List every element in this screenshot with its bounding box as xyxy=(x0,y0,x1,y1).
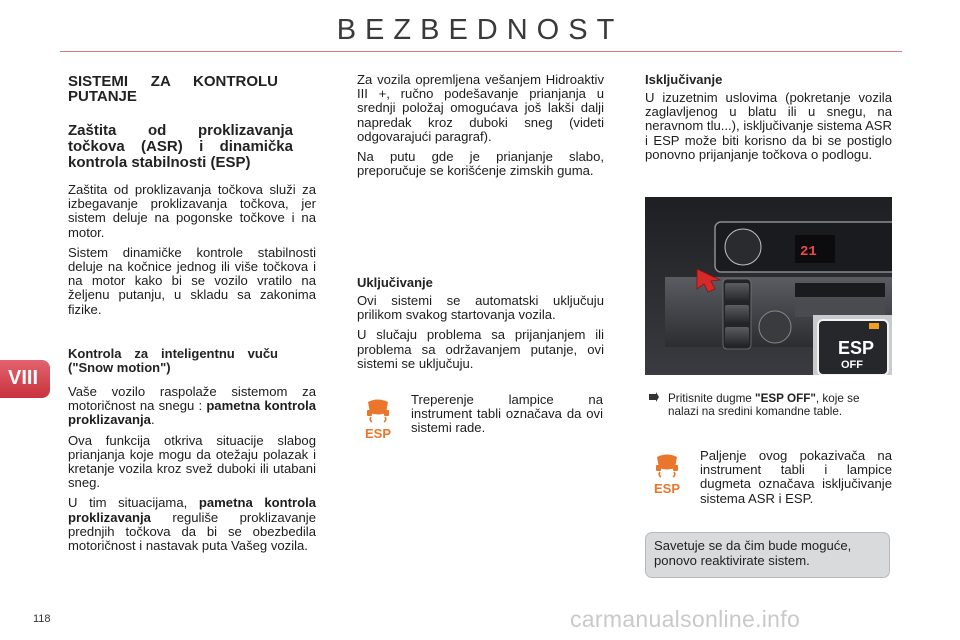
subsection-heading: Zaštita od proklizavanja točkova (ASR) i dinamička kontrola stabilnosti (ESP) xyxy=(68,122,293,171)
esp-off-button-label-top: ESP xyxy=(838,338,875,358)
paragraph-asr: Zaštita od proklizavanja točkova služi za izbegavanje proklizavanja točkova, jer sistem deluje na pogonske točkove i na motor. xyxy=(68,182,316,240)
dashboard-photo xyxy=(645,197,892,375)
snow-paragraph-1 xyxy=(68,385,316,428)
column-3 xyxy=(645,73,892,168)
paragraph-hydractive: Za vozila opremljena vešanjem Hidroaktiv III +, ručno podešavanje prianjanja u srednji položaj omogućava još lakši dalji napredak kroz duboki sneg (videti odgovarajući paragraf). xyxy=(357,72,604,144)
climate-display-value: 21 xyxy=(800,244,817,260)
activation-paragraph-2: U slučaju problema sa prijanjanjem ili problema sa održavanjem putanje, ovi sistemi se uključuju. xyxy=(357,327,604,371)
esp-warning-lamp-icon xyxy=(362,396,394,440)
snow-motion-heading: Kontrola za inteligentnu vuču ("Snow motion") xyxy=(68,346,278,375)
snow-paragraph-2: Ova funkcija otkriva situacije slabog prianjanja koje mogu da otežaju polazak i kretanje vozila kroz svež duboki ili utabani sneg. xyxy=(68,432,316,491)
esp-off-button-label-bottom: OFF xyxy=(841,359,863,371)
snow-p3-end: reguliše proklizavanje prednjih točkova da bi se obezbedila motoričnost i nastavak puta Vašeg vozila. xyxy=(68,509,316,554)
snow-p1-bold: pametna kontrola proklizavanja xyxy=(68,398,316,428)
bullet-text-start: Pritisnite dugme xyxy=(668,392,756,405)
watermark: carmanualsonline.info xyxy=(570,606,801,632)
lamp-note: Paljenje ovog pokazivača na instrument tabli i lampice dugmeta označava isključivanje sistema ASR i ESP. xyxy=(700,448,892,506)
esp-off-lamp-icon xyxy=(651,451,683,495)
header-divider xyxy=(60,51,902,52)
page-number: 118 xyxy=(33,613,51,625)
snow-p3-bold: pametna kontrola proklizavanja xyxy=(68,495,316,525)
snow-p1-text: Vaše vozilo raspolaže sistemom za motoričnost na snegu : xyxy=(68,384,316,414)
deactivation-paragraph: U izuzetnim uslovima (pokretanje vozila zaglavljenog u blatu ili u snegu, na neravnom tlu...), isključivanje sistema ASR i ESP može biti korisno da bi se postiglo ponovno prijanjanje točkova o podlogu. xyxy=(645,90,892,162)
bullet-button-name: "ESP OFF" xyxy=(755,392,816,405)
column-1-snow xyxy=(68,347,316,559)
column-2-on xyxy=(357,276,604,377)
bullet-text xyxy=(648,392,893,418)
paragraph-esp: Sistem dinamičke kontrole stabilnosti deluje na kočnice jednog ili više točkova i na motor kako bi se vozilo vratilo na željenu putanju, u skladu sa zakonima fizike. xyxy=(68,244,316,317)
column-1 xyxy=(68,74,316,323)
bullet-text-end: , koje se nalazi na sredini komandne table. xyxy=(668,392,860,418)
activation-heading: Uključivanje xyxy=(357,275,433,290)
section-heading: SISTEMI ZA KONTROLU PUTANJE xyxy=(68,73,278,105)
esp-off-icon-text: ESP xyxy=(653,481,681,495)
pointer-icon xyxy=(648,392,660,407)
paragraph-winter-tyres: Na putu gde je prianjanje slabo, preporučuje se korišćenje zimskih guma. xyxy=(357,149,604,179)
deactivation-heading: Isključivanje xyxy=(645,72,723,87)
snow-paragraph-3 xyxy=(68,496,316,553)
chapter-tab xyxy=(0,360,50,398)
chapter-tab-label: VIII xyxy=(7,367,38,389)
snow-p3-text: U tim situacijama, xyxy=(68,495,199,511)
activation-paragraph-1: Ovi sistemi se automatski uključuju prilikom svakog startovanja vozila. xyxy=(357,293,604,323)
bullet-instruction xyxy=(648,392,893,418)
snow-p1-end: . xyxy=(150,412,155,428)
blink-note: Treperenje lampice na instrument tabli označava da ovi sistemi rade. xyxy=(411,392,603,436)
esp-icon-text: ESP xyxy=(364,426,392,440)
page-title: BEZBEDNOST xyxy=(336,14,624,46)
column-2 xyxy=(357,73,604,184)
tip-box: Savetuje se da čim bude moguće, ponovo reaktivirate sistem. xyxy=(645,532,890,578)
